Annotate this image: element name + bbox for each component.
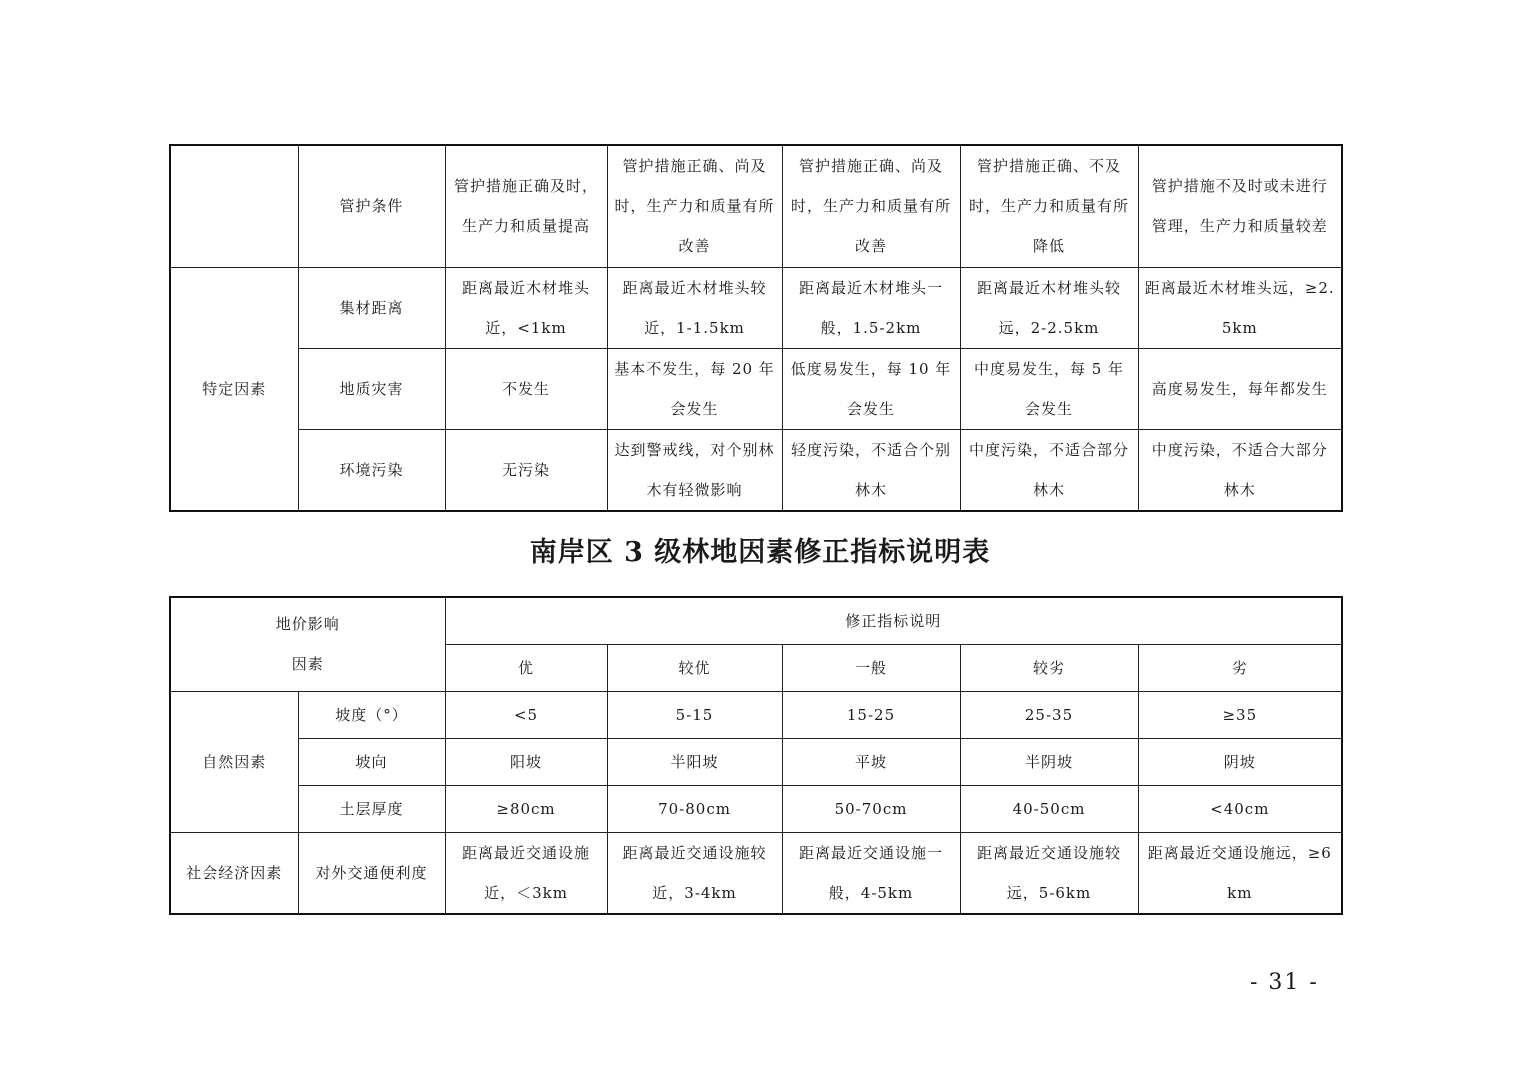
grade-cell: 中度污染，不适合部分林木	[960, 429, 1138, 511]
grade-cell: 高度易发生，每年都发生	[1138, 348, 1342, 429]
header-factor-line2: 因素	[291, 655, 324, 674]
grade-header: 一般	[782, 644, 960, 691]
header-factor-cell	[170, 597, 445, 691]
table-row	[170, 738, 1342, 785]
grade-cell: 距离最近交通设施远，≥6km	[1138, 832, 1342, 914]
grade-cell: 管护措施正确及时，生产力和质量提高	[445, 145, 607, 267]
group-cell-specific: 特定因素	[170, 267, 298, 511]
factor-cell: 土层厚度	[298, 785, 445, 832]
grade-cell: ≥35	[1138, 691, 1342, 738]
grade-cell: 距离最近交通设施较近，3-4km	[607, 832, 782, 914]
grade-cell: 距离最近木材堆头较远，2-2.5km	[960, 267, 1138, 348]
grade-cell: 15-25	[782, 691, 960, 738]
group-cell-natural: 自然因素	[170, 691, 298, 832]
factor-cell: 坡度（°）	[298, 691, 445, 738]
grade-header: 较劣	[960, 644, 1138, 691]
grade-header: 劣	[1138, 644, 1342, 691]
factor-cell: 集材距离	[298, 267, 445, 348]
grade-cell: 阳坡	[445, 738, 607, 785]
grade-cell: 距离最近木材堆头近，<1km	[445, 267, 607, 348]
grade-cell: 70-80cm	[607, 785, 782, 832]
factor-cell: 环境污染	[298, 429, 445, 511]
grade-cell: 中度易发生，每 5 年会发生	[960, 348, 1138, 429]
table-row	[170, 145, 1342, 267]
grade-cell: 40-50cm	[960, 785, 1138, 832]
grade-cell: 管护措施正确、尚及时，生产力和质量有所改善	[782, 145, 960, 267]
grade-cell: 距离最近木材堆头远，≥2.5km	[1138, 267, 1342, 348]
table-row	[170, 348, 1342, 429]
grade-cell: 阴坡	[1138, 738, 1342, 785]
grade-cell: 距离最近木材堆头一般，1.5-2km	[782, 267, 960, 348]
grade-cell: 达到警戒线，对个别林木有轻微影响	[607, 429, 782, 511]
grade-cell: 距离最近交通设施近，＜3km	[445, 832, 607, 914]
grade-cell: 50-70cm	[782, 785, 960, 832]
grade-cell: <5	[445, 691, 607, 738]
table-row	[170, 267, 1342, 348]
grade-cell: 半阳坡	[607, 738, 782, 785]
grade-cell: 距离最近交通设施较远，5-6km	[960, 832, 1138, 914]
grade-cell: 管护措施不及时或未进行管理，生产力和质量较差	[1138, 145, 1342, 267]
grade-cell: 无污染	[445, 429, 607, 511]
header-desc-cell: 修正指标说明	[445, 597, 1342, 644]
grade-cell: 管护措施正确、不及时，生产力和质量有所降低	[960, 145, 1138, 267]
grade-cell: 中度污染，不适合大部分林木	[1138, 429, 1342, 511]
group-cell-socio: 社会经济因素	[170, 832, 298, 914]
grade-cell: 轻度污染，不适合个别林木	[782, 429, 960, 511]
table-title: 南岸区 3 级林地因素修正指标说明表	[529, 537, 991, 568]
grade-cell: 距离最近木材堆头较近，1-1.5km	[607, 267, 782, 348]
factor-cell: 坡向	[298, 738, 445, 785]
factor-table-continued	[169, 144, 1343, 512]
grade-cell: <40cm	[1138, 785, 1342, 832]
group-cell-empty	[170, 145, 298, 267]
table-row	[170, 832, 1342, 914]
grade-cell: 不发生	[445, 348, 607, 429]
grade-cell: 平坡	[782, 738, 960, 785]
grade-cell: 管护措施正确、尚及时，生产力和质量有所改善	[607, 145, 782, 267]
factor-cell: 对外交通便利度	[298, 832, 445, 914]
grade-cell: 低度易发生，每 10 年会发生	[782, 348, 960, 429]
grade-cell: 半阴坡	[960, 738, 1138, 785]
grade-cell: 5-15	[607, 691, 782, 738]
grade-header: 较优	[607, 644, 782, 691]
table-row	[170, 785, 1342, 832]
header-factor-line1: 地价影响	[275, 615, 340, 634]
grade-header: 优	[445, 644, 607, 691]
grade-cell: ≥80cm	[445, 785, 607, 832]
grade-cell: 25-35	[960, 691, 1138, 738]
grade-cell: 基本不发生，每 20 年会发生	[607, 348, 782, 429]
table-row	[170, 429, 1342, 511]
correction-index-table	[169, 596, 1343, 915]
grade-cell: 距离最近交通设施一般，4-5km	[782, 832, 960, 914]
factor-cell: 地质灾害	[298, 348, 445, 429]
page-number: - 31 -	[1250, 970, 1319, 995]
table-header-row	[170, 597, 1342, 644]
factor-cell: 管护条件	[298, 145, 445, 267]
table-row	[170, 691, 1342, 738]
